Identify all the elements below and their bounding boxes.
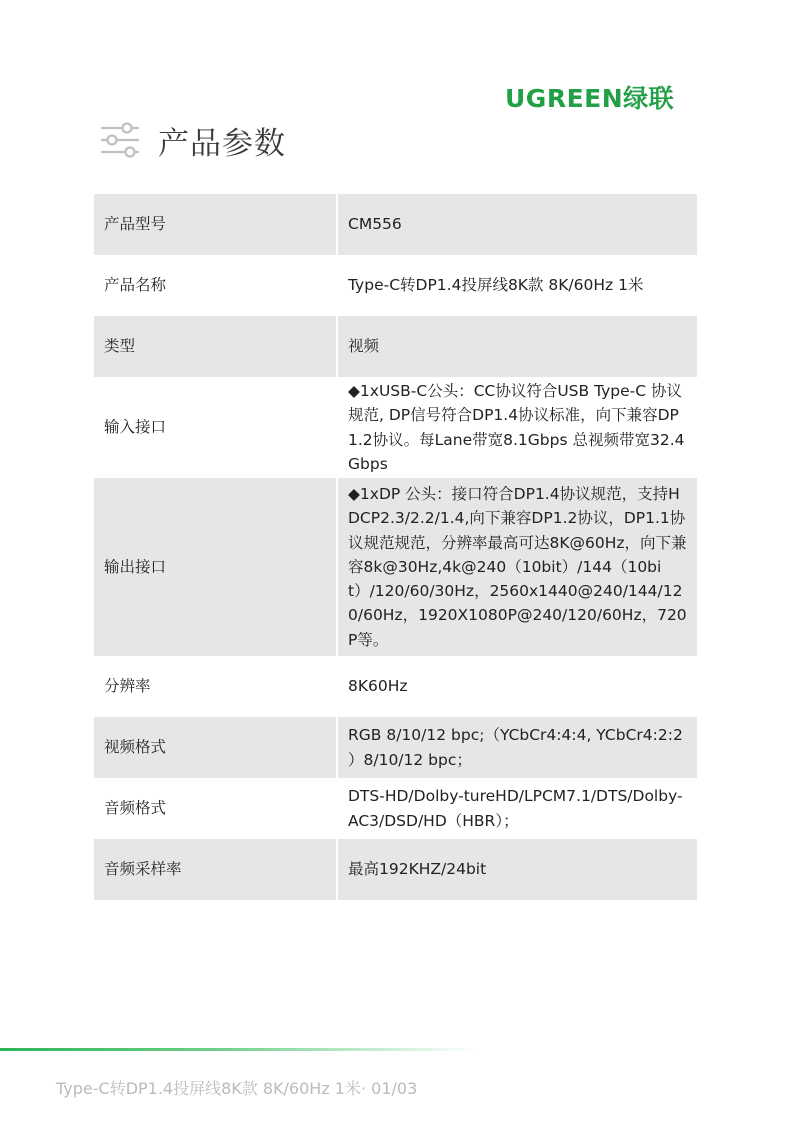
filter-sliders-icon bbox=[100, 120, 140, 160]
row-value: ◆1xDP 公头：接口符合DP1.4协议规范，支持HDCP2.3/2.2/1.4,向下兼容DP1.2协议，DP1.1协议规范规范，分辨率最高可达8K@60Hz，向下兼容8k@30Hz,4k@240（10bit）/144（10bit）/120/60/30Hz，2560x1440@240/144/120/60Hz，1920X1080P@240/120/60Hz，720P等。 bbox=[338, 478, 697, 656]
table-row bbox=[94, 778, 697, 839]
row-value: 视频 bbox=[338, 316, 697, 377]
row-label: 音频格式 bbox=[94, 778, 336, 839]
table-row bbox=[94, 316, 697, 377]
table-row bbox=[94, 656, 697, 717]
table-row bbox=[94, 194, 697, 255]
spec-table bbox=[94, 194, 697, 900]
ugreen-logo bbox=[505, 82, 700, 116]
row-value: CM556 bbox=[338, 194, 697, 255]
row-value: ◆1xUSB-C公头：CC协议符合USB Type-C 协议规范, DP信号符合DP1.4协议标准，向下兼容DP1.2协议。每Lane带宽8.1Gbps 总视频带宽32.4Gbps bbox=[338, 377, 697, 478]
row-label: 产品型号 bbox=[94, 194, 336, 255]
table-row bbox=[94, 255, 697, 316]
row-value: 8K60Hz bbox=[338, 656, 697, 717]
row-value: 最高192KHZ/24bit bbox=[338, 839, 697, 900]
page-title: 产品参数 bbox=[158, 125, 286, 162]
row-label: 输出接口 bbox=[94, 478, 336, 656]
section-header bbox=[100, 116, 286, 164]
row-label: 分辨率 bbox=[94, 656, 336, 717]
table-row bbox=[94, 377, 697, 478]
row-value: Type-C转DP1.4投屏线8K款 8K/60Hz 1米 bbox=[338, 255, 697, 316]
row-label: 产品名称 bbox=[94, 255, 336, 316]
table-row bbox=[94, 478, 697, 656]
table-row bbox=[94, 839, 697, 900]
table-row bbox=[94, 717, 697, 778]
footer-page-info: Type-C转DP1.4投屏线8K款 8K/60Hz 1米· 01/03 bbox=[56, 1079, 418, 1098]
row-label: 视频格式 bbox=[94, 717, 336, 778]
footer-divider bbox=[0, 1048, 480, 1051]
row-label: 音频采样率 bbox=[94, 839, 336, 900]
row-value: DTS-HD/Dolby-tureHD/LPCM7.1/DTS/Dolby-AC3/DSD/HD（HBR）； bbox=[338, 778, 697, 839]
row-value: RGB 8/10/12 bpc;（YCbCr4:4:4, YCbCr4:2:2 ）8/10/12 bpc； bbox=[338, 717, 697, 778]
row-label: 输入接口 bbox=[94, 377, 336, 478]
logo-text: UGREEN绿联 bbox=[505, 84, 675, 113]
row-label: 类型 bbox=[94, 316, 336, 377]
